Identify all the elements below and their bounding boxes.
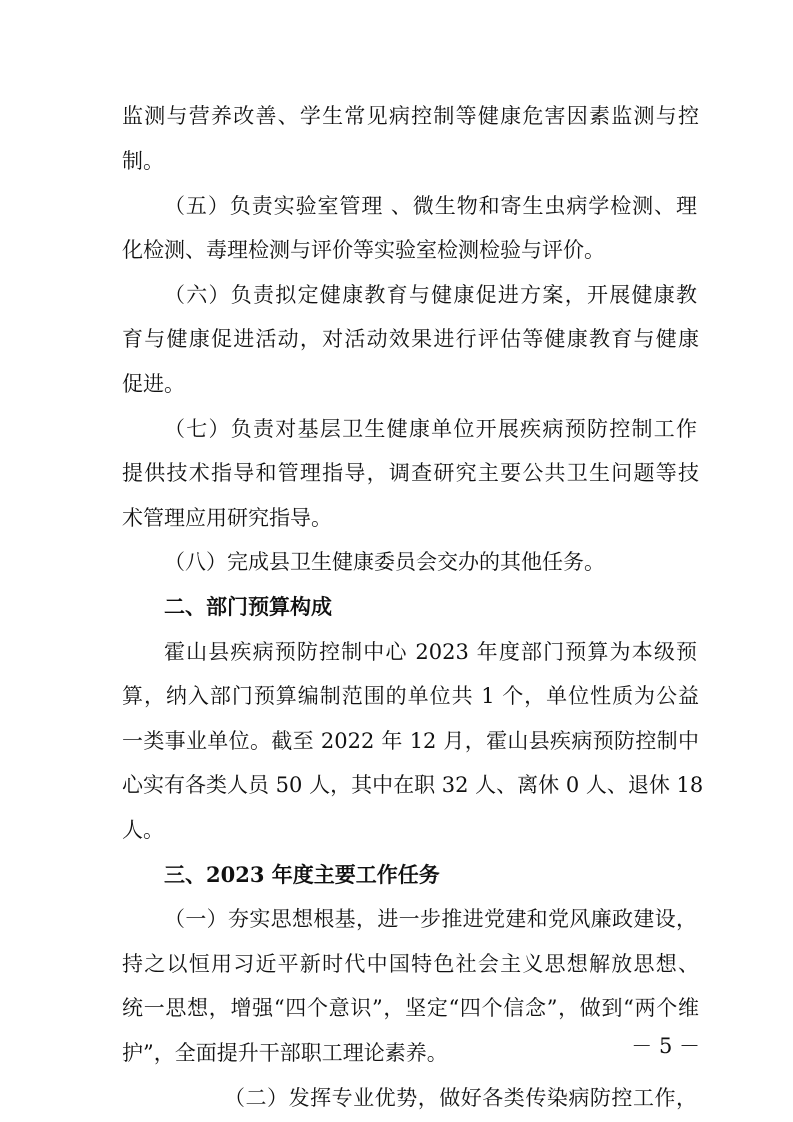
body-line: 监测与营养改善、学生常见病控制等健康危害因素监测与控 bbox=[122, 104, 699, 128]
body-line: 持之以恒用习近平新时代中国特色社会主义思想解放思想、 bbox=[122, 952, 699, 976]
body-line: 心实有各类人员 50 人，其中在职 32 人、离休 0 人、退休 18 bbox=[122, 773, 704, 797]
body-line: 一类事业单位。截至 2022 年 12 月，霍山县疾病预防控制中 bbox=[122, 729, 699, 753]
section-heading: 二、部门预算构成 bbox=[164, 594, 332, 619]
body-line: （六）负责拟定健康教育与健康促进方案，开展健康教 bbox=[164, 283, 697, 307]
body-line: （二）发挥专业优势，做好各类传染病防控工作， bbox=[224, 1086, 697, 1110]
body-line: （七）负责对基层卫生健康单位开展疾病预防控制工作 bbox=[164, 417, 697, 441]
section-heading: 三、2023 年度主要工作任务 bbox=[164, 862, 440, 887]
body-line: 制。 bbox=[122, 149, 164, 173]
body-line: 霍山县疾病预防控制中心 2023 年度部门预算为本级预 bbox=[164, 640, 697, 664]
body-line: 护”，全面提升干部职工理论素养。 bbox=[122, 1041, 448, 1065]
page-number: － 5 － bbox=[631, 1034, 700, 1058]
body-line: 算，纳入部门预算编制范围的单位共 1 个，单位性质为公益 bbox=[122, 684, 699, 708]
body-line: 统一思想，增强“四个意识”，坚定“四个信念”，做到“两个维 bbox=[122, 996, 699, 1020]
body-line: 人。 bbox=[122, 818, 164, 842]
body-line: （八）完成县卫生健康委员会交办的其他任务。 bbox=[164, 550, 605, 574]
body-line: 术管理应用研究指导。 bbox=[122, 506, 332, 530]
body-line: 化检测、毒理检测与评价等实验室检测检验与评价。 bbox=[122, 238, 605, 262]
body-line: （五）负责实验室管理 、微生物和寄生虫病学检测、理 bbox=[164, 194, 697, 218]
body-line: 育与健康促进活动，对活动效果进行评估等健康教育与健康 bbox=[122, 327, 699, 351]
body-line: 提供技术指导和管理指导，调查研究主要公共卫生问题等技 bbox=[122, 461, 699, 485]
body-line: （一）夯实思想根基，进一步推进党建和党风廉政建设， bbox=[164, 907, 697, 931]
body-line: 促进。 bbox=[122, 372, 185, 396]
